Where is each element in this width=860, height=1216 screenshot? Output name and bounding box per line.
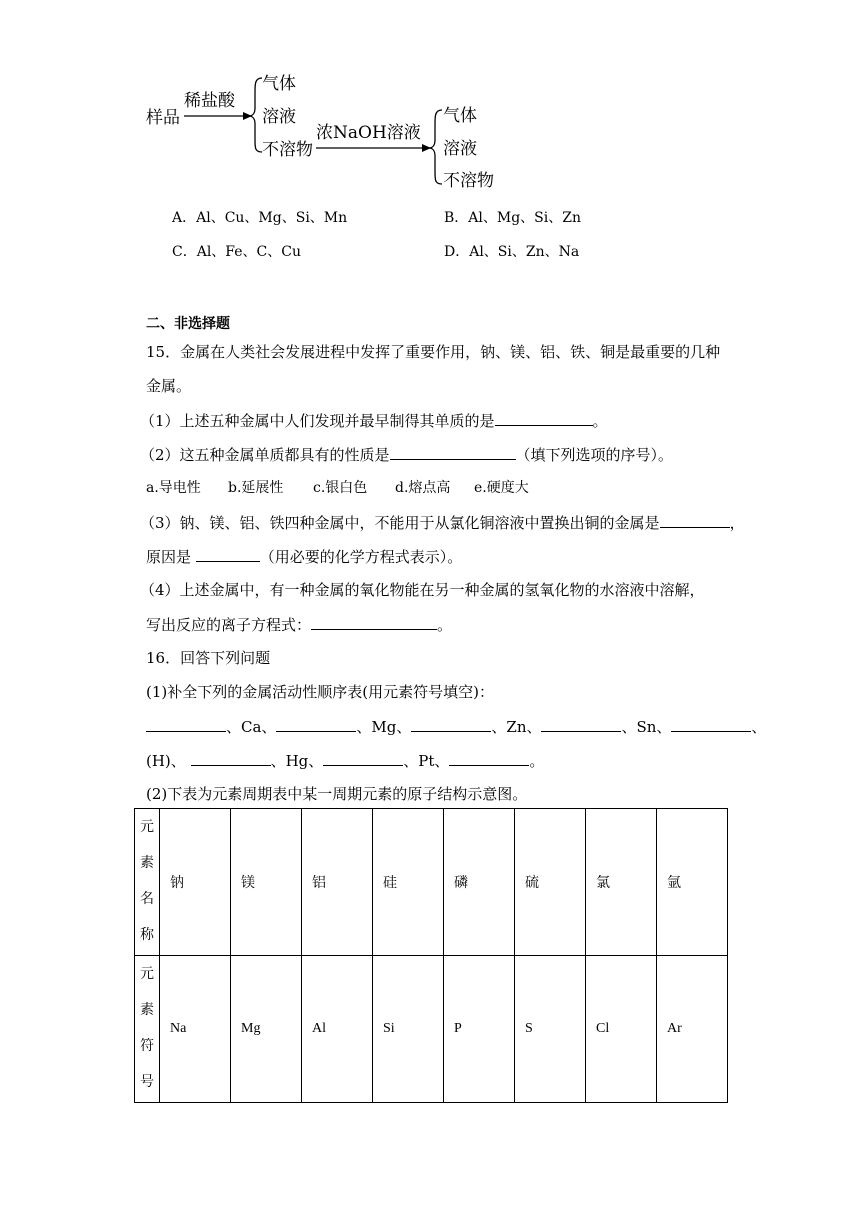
q15-part2-end: （填下列选项的序号）。 bbox=[515, 446, 674, 464]
table-cell: Ar bbox=[657, 956, 728, 1103]
table-cell: 硫 bbox=[515, 809, 586, 956]
q15-part1-blank[interactable] bbox=[495, 410, 593, 426]
q15-part2-opt-d: d.熔点高 bbox=[395, 480, 451, 496]
diagram-branch1-insoluble: 不溶物 bbox=[262, 140, 313, 160]
q15-part3-end: ， bbox=[729, 514, 745, 532]
table-cell: 磷 bbox=[444, 809, 515, 956]
q15-part3 bbox=[140, 512, 745, 533]
seq-text-sn: 、Sn、 bbox=[621, 718, 672, 736]
diagram-branch2-gas: 气体 bbox=[443, 106, 477, 126]
diagram-branch2-insoluble: 不溶物 bbox=[443, 171, 494, 191]
q15-stem-line1: 15．金属在人类社会发展进程中发挥了重要作用，钠、镁、铝、铁、铜是最重要的几种 bbox=[146, 343, 721, 361]
diagram-reagent-2: 浓NaOH溶液 bbox=[316, 123, 421, 143]
diagram-sample: 样品 bbox=[146, 108, 180, 128]
table-row-names bbox=[135, 809, 728, 956]
q15-part4-line2 bbox=[146, 614, 452, 635]
q15-part4-end: 。 bbox=[437, 616, 453, 634]
option-a: A．Al、Cu、Mg、Si、Mn bbox=[172, 210, 348, 226]
seq-text-h: (H)、 bbox=[146, 752, 186, 770]
table-cell: 氯 bbox=[586, 809, 657, 956]
table-cell: P bbox=[444, 956, 515, 1103]
table-cell: Cl bbox=[586, 956, 657, 1103]
seq-text-zn: 、Zn、 bbox=[491, 718, 542, 736]
q15-part4-line1: （4）上述金属中，有一种金属的氧化物能在另一种金属的氢氧化物的水溶液中溶解， bbox=[140, 581, 705, 599]
q15-part3-reason: 原因是 bbox=[146, 548, 192, 566]
diagram-branch2-solution: 溶液 bbox=[443, 139, 477, 159]
table-header-element-symbol: 元 素 符 号 bbox=[135, 956, 160, 1103]
q16-part2: (2)下表为元素周期表中某一周期元素的原子结构示意图。 bbox=[146, 785, 528, 803]
seq-text-ca: 、Ca、 bbox=[226, 718, 277, 736]
section-title: 二、非选择题 bbox=[146, 316, 230, 332]
seq-blank-1[interactable] bbox=[146, 716, 226, 732]
q15-part2-blank[interactable] bbox=[390, 444, 516, 460]
seq-text-end1: 、 bbox=[751, 718, 767, 736]
seq-text-mg: 、Mg、 bbox=[356, 718, 412, 736]
q15-part3-line2-end: （用必要的化学方程式表示）。 bbox=[259, 548, 463, 566]
q15-part3-blank-1[interactable] bbox=[660, 512, 730, 528]
q15-stem-line2: 金属。 bbox=[146, 377, 192, 395]
diagram-lines bbox=[0, 0, 860, 200]
q16-sequence-line2 bbox=[146, 750, 544, 771]
seq-blank-3[interactable] bbox=[411, 716, 491, 732]
seq-text-pt: 、Pt、 bbox=[403, 752, 450, 770]
option-d: D．Al、Si、Zn、Na bbox=[444, 244, 580, 260]
diagram-branch1-gas: 气体 bbox=[262, 74, 296, 94]
q15-part2-opt-a: a.导电性 bbox=[146, 480, 201, 496]
seq-blank-6[interactable] bbox=[191, 750, 271, 766]
q15-part1-text: （1）上述五种金属中人们发现并最早制得其单质的是 bbox=[140, 412, 495, 430]
q15-part2-opt-e: e.硬度大 bbox=[474, 480, 529, 496]
table-cell: Si bbox=[373, 956, 444, 1103]
table-cell: 硅 bbox=[373, 809, 444, 956]
q16-stem: 16．回答下列问题 bbox=[146, 649, 271, 667]
seq-blank-4[interactable] bbox=[541, 716, 621, 732]
q15-part4-text: 写出反应的离子方程式： bbox=[146, 616, 312, 634]
q15-part2-opt-c: c.银白色 bbox=[313, 480, 368, 496]
option-b: B．Al、Mg、Si、Zn bbox=[444, 210, 581, 226]
q15-part3-line2 bbox=[146, 546, 462, 567]
seq-blank-2[interactable] bbox=[276, 716, 356, 732]
table-cell: Mg bbox=[231, 956, 302, 1103]
q15-part3-text: （3）钠、镁、铝、铁四种金属中，不能用于从氯化铜溶液中置换出铜的金属是 bbox=[140, 514, 660, 532]
table-header-element-name: 元 素 名 称 bbox=[135, 809, 160, 956]
seq-blank-5[interactable] bbox=[671, 716, 751, 732]
q15-part1-end: 。 bbox=[592, 412, 608, 430]
table-cell: Na bbox=[160, 956, 231, 1103]
table-cell: 镁 bbox=[231, 809, 302, 956]
q16-part1: (1)补全下列的金属活动性顺序表(用元素符号填空)： bbox=[146, 683, 494, 701]
q15-part2-text: （2）这五种金属单质都具有的性质是 bbox=[140, 446, 390, 464]
seq-text-hg: 、Hg、 bbox=[270, 752, 324, 770]
table-cell: 铝 bbox=[302, 809, 373, 956]
q15-part3-blank-2[interactable] bbox=[196, 546, 260, 562]
seq-blank-7[interactable] bbox=[323, 750, 403, 766]
option-c: C．Al、Fe、C、Cu bbox=[172, 244, 301, 260]
q15-part2-opt-b: b.延展性 bbox=[228, 480, 284, 496]
diagram-branch1-solution: 溶液 bbox=[262, 107, 296, 127]
table-cell: 氩 bbox=[657, 809, 728, 956]
q15-part1 bbox=[140, 410, 608, 431]
q16-sequence-line1 bbox=[146, 716, 766, 737]
table-row-symbols bbox=[135, 956, 728, 1103]
seq-blank-8[interactable] bbox=[449, 750, 529, 766]
table-cell: 钠 bbox=[160, 809, 231, 956]
diagram-reagent-1: 稀盐酸 bbox=[184, 91, 235, 111]
table-cell: Al bbox=[302, 956, 373, 1103]
q15-part4-blank[interactable] bbox=[311, 614, 437, 630]
element-table bbox=[134, 808, 728, 1103]
table-cell: S bbox=[515, 956, 586, 1103]
q15-part2 bbox=[140, 444, 673, 465]
seq-text-end2: 。 bbox=[529, 752, 545, 770]
